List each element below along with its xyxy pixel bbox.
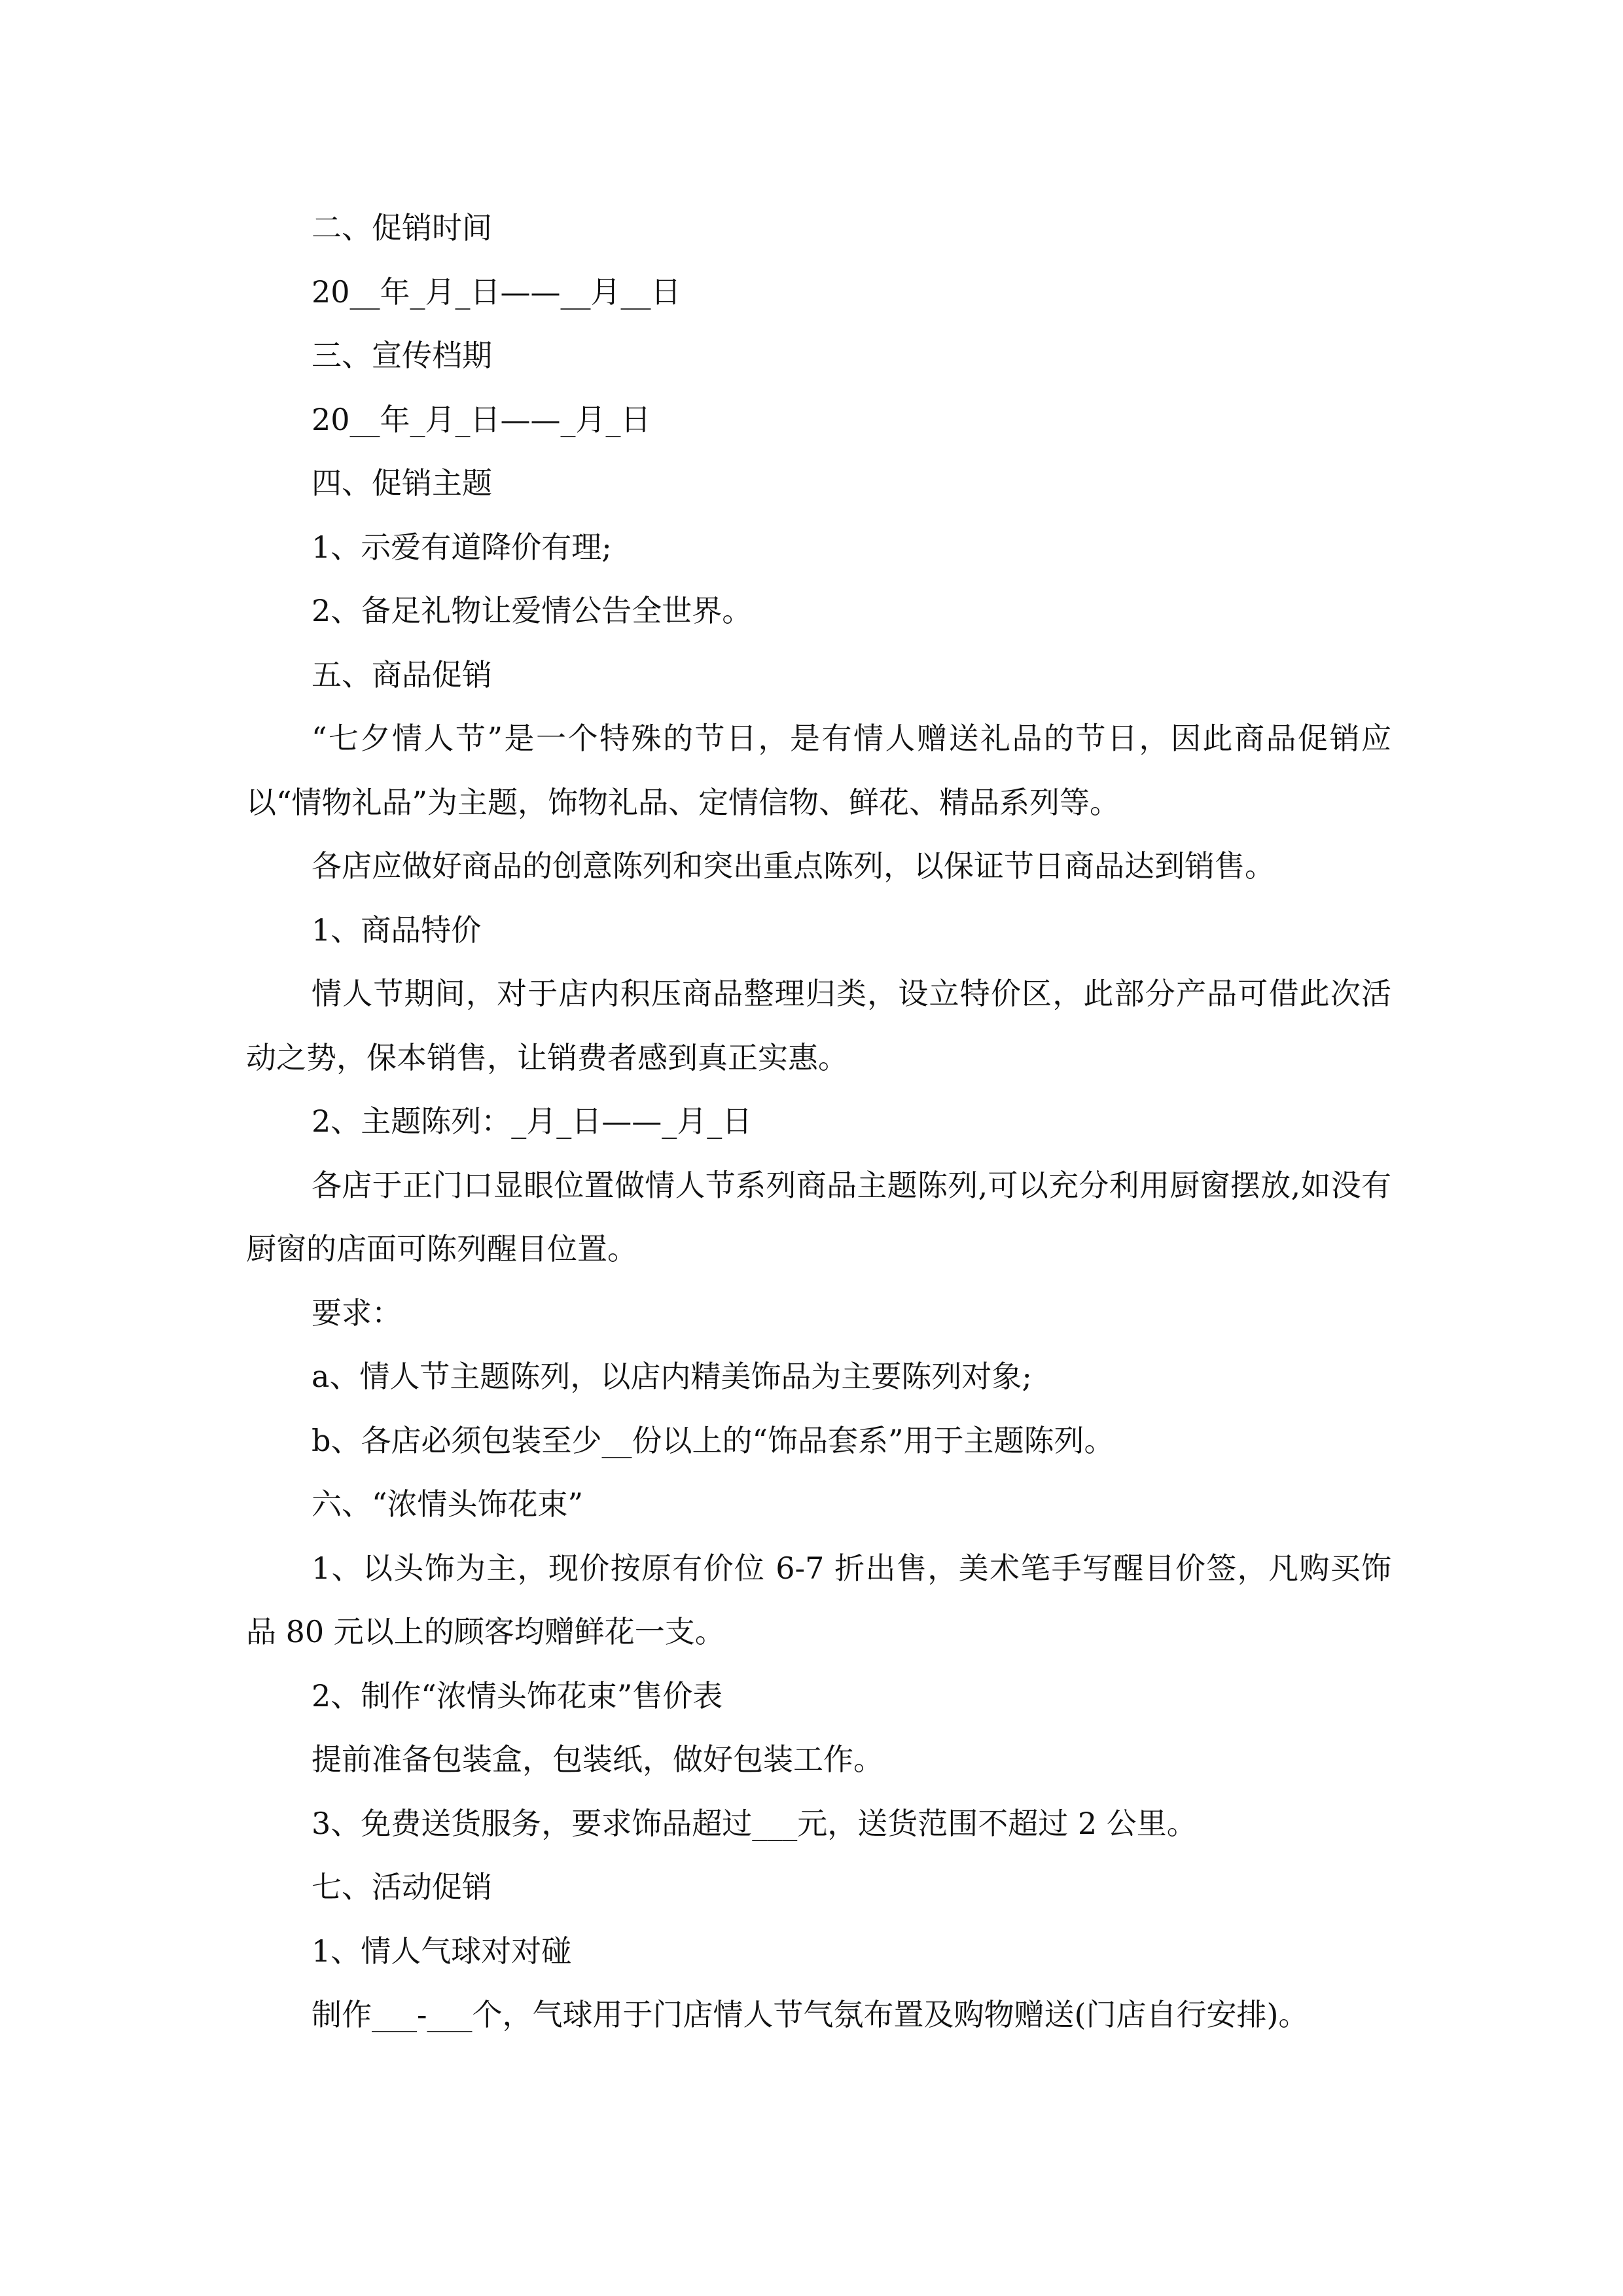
- theme-item-2: 2、备足礼物让爱情公告全世界。: [312, 593, 753, 628]
- product-promotion-paragraph: “七夕情人节”是一个特殊的节日，是有情人赠送礼品的节日，因此商品促销应以“情物礼品”为主题，饰物礼品、定情信物、鲜花、精品系列等。: [246, 721, 1391, 820]
- publicity-date-range: 20__年_月_日——_月_日: [312, 401, 651, 437]
- theme-display-paragraph: 各店于正门口显眼位置做情人节系列商品主题陈列,可以充分利用厨窗摆放,如没有厨窗的店面可陈列醒目位置。: [246, 1167, 1391, 1266]
- section-heading-promotion-theme: 四、促销主题: [312, 465, 492, 501]
- requirement-item-a: a、情人节主题陈列，以店内精美饰品为主要陈列对象;: [312, 1359, 1032, 1394]
- theme-item-1: 1、示爱有道降价有理;: [312, 529, 612, 565]
- display-requirement-paragraph: 各店应做好商品的创意陈列和突出重点陈列，以保证节日商品达到销售。: [312, 848, 1275, 884]
- section-heading-promotion-time: 二、促销时间: [312, 210, 492, 245]
- section-heading-headwear-bouquet: 六、“浓情头饰花束”: [312, 1486, 584, 1522]
- subheading-theme-display: 2、主题陈列：_月_日——_月_日: [312, 1103, 753, 1139]
- balloon-paragraph: 制作___-___个，气球用于门店情人节气氛布置及购物赠送(门店自行安排)。: [312, 1997, 1309, 2032]
- headwear-item-1: 1、以头饰为主，现价按原有价位 6-7 折出售，美术笔手写醒目价签，凡购买饰品 80 元以上的顾客均赠鲜花一支。: [246, 1550, 1391, 1649]
- requirements-label: 要求：: [312, 1295, 402, 1331]
- requirement-item-b: b、各店必须包装至少__份以上的“饰品套系”用于主题陈列。: [312, 1422, 1115, 1458]
- packaging-paragraph: 提前准备包装盒，包装纸，做好包装工作。: [312, 1742, 883, 1777]
- subheading-special-price: 1、商品特价: [312, 912, 482, 948]
- headwear-item-3: 3、免费送货服务，要求饰品超过___元，送货范围不超过 2 公里。: [312, 1805, 1197, 1841]
- section-heading-event-promotion: 七、活动促销: [312, 1869, 492, 1905]
- section-heading-publicity-period: 三、宣传档期: [312, 338, 492, 373]
- promotion-date-range: 20__年_月_日——__月__日: [312, 274, 681, 310]
- headwear-item-2: 2、制作“浓情头饰花束”售价表: [312, 1677, 723, 1713]
- section-heading-product-promotion: 五、商品促销: [312, 656, 492, 692]
- subheading-balloon: 1、情人气球对对碰: [312, 1933, 572, 1969]
- special-price-paragraph: 情人节期间，对于店内积压商品整理归类，设立特价区，此部分产品可借此次活动之势，保本销售，让销费者感到真正实惠。: [246, 976, 1391, 1075]
- document-body: [246, 196, 1391, 2047]
